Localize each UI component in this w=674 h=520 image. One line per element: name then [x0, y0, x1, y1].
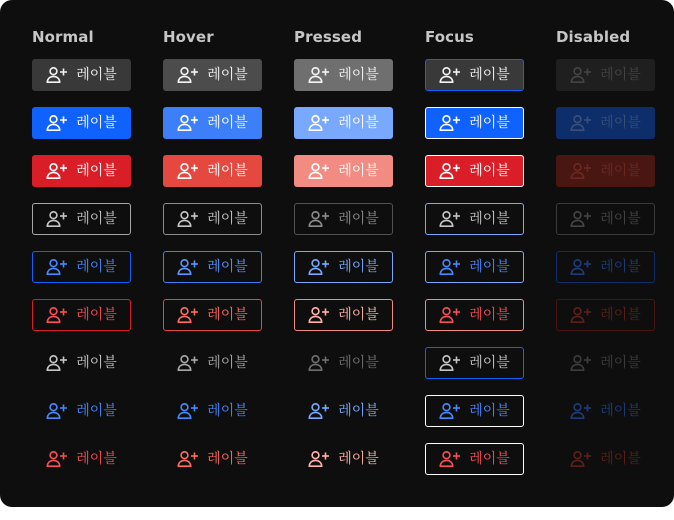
tertiary-danger-button-pressed[interactable]: [294, 299, 393, 331]
ghost-button-disabled: [556, 347, 655, 379]
button-label: 레이블: [207, 115, 248, 131]
user-add-icon: [46, 306, 68, 324]
button-label: 레이블: [469, 211, 510, 227]
user-add-icon: [439, 66, 461, 84]
primary-button-focus[interactable]: [425, 107, 524, 139]
ghost-danger-button-disabled: [556, 443, 655, 475]
user-add-icon: [308, 306, 330, 324]
user-add-icon: [439, 450, 461, 468]
button-label: 레이블: [469, 259, 510, 275]
button-label: 레이블: [76, 67, 117, 83]
user-add-icon: [177, 258, 199, 276]
tertiary-button-disabled: [556, 203, 655, 235]
user-add-icon: [439, 114, 461, 132]
column-header-disabled: Disabled: [556, 28, 631, 46]
ghost-primary-button-pressed[interactable]: [294, 395, 393, 427]
button-label: 레이블: [469, 307, 510, 323]
tertiary-primary-button-normal[interactable]: [32, 251, 131, 283]
user-add-icon: [177, 114, 199, 132]
button-label: 레이블: [338, 115, 379, 131]
user-add-icon: [177, 162, 199, 180]
user-add-icon: [308, 258, 330, 276]
ghost-danger-button-focus[interactable]: [425, 443, 524, 475]
column-header-normal: Normal: [32, 28, 94, 46]
tertiary-danger-button-disabled: [556, 299, 655, 331]
button-label: 레이블: [600, 355, 641, 371]
user-add-icon: [46, 258, 68, 276]
tertiary-button-pressed[interactable]: [294, 203, 393, 235]
button-label: 레이블: [338, 163, 379, 179]
tertiary-primary-button-focus[interactable]: [425, 251, 524, 283]
button-label: 레이블: [76, 259, 117, 275]
button-label: 레이블: [469, 451, 510, 467]
user-add-icon: [439, 354, 461, 372]
button-label: 레이블: [338, 451, 379, 467]
ghost-danger-button-pressed[interactable]: [294, 443, 393, 475]
user-add-icon: [439, 210, 461, 228]
secondary-button-pressed[interactable]: [294, 59, 393, 91]
tertiary-danger-button-hover[interactable]: [163, 299, 262, 331]
ghost-button-focus[interactable]: [425, 347, 524, 379]
danger-button-focus[interactable]: [425, 155, 524, 187]
tertiary-danger-button-focus[interactable]: [425, 299, 524, 331]
button-label: 레이블: [600, 67, 641, 83]
button-label: 레이블: [338, 211, 379, 227]
ghost-danger-button-normal[interactable]: [32, 443, 131, 475]
secondary-button-disabled: [556, 59, 655, 91]
primary-button-disabled: [556, 107, 655, 139]
button-label: 레이블: [207, 163, 248, 179]
button-label: 레이블: [338, 67, 379, 83]
button-label: 레이블: [469, 67, 510, 83]
button-label: 레이블: [600, 115, 641, 131]
button-label: 레이블: [338, 307, 379, 323]
button-label: 레이블: [338, 259, 379, 275]
user-add-icon: [570, 258, 592, 276]
column-header-pressed: Pressed: [294, 28, 363, 46]
user-add-icon: [308, 402, 330, 420]
tertiary-button-hover[interactable]: [163, 203, 262, 235]
user-add-icon: [570, 402, 592, 420]
user-add-icon: [46, 402, 68, 420]
ghost-button-hover[interactable]: [163, 347, 262, 379]
ghost-button-pressed[interactable]: [294, 347, 393, 379]
secondary-button-hover[interactable]: [163, 59, 262, 91]
button-label: 레이블: [207, 403, 248, 419]
button-label: 레이블: [76, 403, 117, 419]
user-add-icon: [570, 450, 592, 468]
button-label: 레이블: [76, 163, 117, 179]
user-add-icon: [570, 354, 592, 372]
user-add-icon: [177, 306, 199, 324]
user-add-icon: [308, 114, 330, 132]
button-label: 레이블: [207, 67, 248, 83]
button-label: 레이블: [207, 355, 248, 371]
user-add-icon: [439, 306, 461, 324]
user-add-icon: [177, 354, 199, 372]
button-label: 레이블: [338, 355, 379, 371]
button-label: 레이블: [76, 307, 117, 323]
button-label: 레이블: [600, 451, 641, 467]
button-label: 레이블: [207, 451, 248, 467]
user-add-icon: [46, 66, 68, 84]
button-label: 레이블: [469, 115, 510, 131]
danger-button-hover[interactable]: [163, 155, 262, 187]
button-label: 레이블: [76, 451, 117, 467]
user-add-icon: [177, 210, 199, 228]
user-add-icon: [570, 162, 592, 180]
user-add-icon: [177, 450, 199, 468]
button-label: 레이블: [338, 403, 379, 419]
button-label: 레이블: [600, 163, 641, 179]
user-add-icon: [570, 114, 592, 132]
button-label: 레이블: [469, 355, 510, 371]
tertiary-primary-button-pressed[interactable]: [294, 251, 393, 283]
button-label: 레이블: [469, 403, 510, 419]
column-header-hover: Hover: [163, 28, 214, 46]
ghost-primary-button-normal[interactable]: [32, 395, 131, 427]
tertiary-danger-button-normal[interactable]: [32, 299, 131, 331]
button-label: 레이블: [600, 211, 641, 227]
ghost-danger-button-hover[interactable]: [163, 443, 262, 475]
user-add-icon: [46, 450, 68, 468]
ghost-primary-button-hover[interactable]: [163, 395, 262, 427]
user-add-icon: [439, 402, 461, 420]
button-label: 레이블: [76, 211, 117, 227]
user-add-icon: [177, 66, 199, 84]
user-add-icon: [570, 66, 592, 84]
primary-button-hover[interactable]: [163, 107, 262, 139]
user-add-icon: [570, 306, 592, 324]
user-add-icon: [570, 210, 592, 228]
tertiary-primary-button-hover[interactable]: [163, 251, 262, 283]
button-label: 레이블: [600, 307, 641, 323]
button-label: 레이블: [469, 163, 510, 179]
button-label: 레이블: [207, 211, 248, 227]
primary-button-normal[interactable]: [32, 107, 131, 139]
column-header-focus: Focus: [425, 28, 474, 46]
ghost-primary-button-disabled: [556, 395, 655, 427]
tertiary-primary-button-disabled: [556, 251, 655, 283]
user-add-icon: [308, 66, 330, 84]
user-add-icon: [46, 354, 68, 372]
danger-button-disabled: [556, 155, 655, 187]
secondary-button-focus[interactable]: [425, 59, 524, 91]
ghost-primary-button-focus[interactable]: [425, 395, 524, 427]
button-label: 레이블: [600, 403, 641, 419]
user-add-icon: [46, 210, 68, 228]
button-label: 레이블: [76, 355, 117, 371]
user-add-icon: [46, 114, 68, 132]
button-label: 레이블: [600, 259, 641, 275]
button-label: 레이블: [207, 259, 248, 275]
tertiary-button-focus[interactable]: [425, 203, 524, 235]
tertiary-button-normal[interactable]: [32, 203, 131, 235]
ghost-button-normal[interactable]: [32, 347, 131, 379]
user-add-icon: [439, 162, 461, 180]
user-add-icon: [177, 402, 199, 420]
button-label: 레이블: [207, 307, 248, 323]
user-add-icon: [308, 450, 330, 468]
user-add-icon: [308, 162, 330, 180]
secondary-button-normal[interactable]: [32, 59, 131, 91]
danger-button-normal[interactable]: [32, 155, 131, 187]
danger-button-pressed[interactable]: [294, 155, 393, 187]
button-label: 레이블: [76, 115, 117, 131]
user-add-icon: [308, 354, 330, 372]
user-add-icon: [439, 258, 461, 276]
primary-button-pressed[interactable]: [294, 107, 393, 139]
user-add-icon: [46, 162, 68, 180]
user-add-icon: [308, 210, 330, 228]
